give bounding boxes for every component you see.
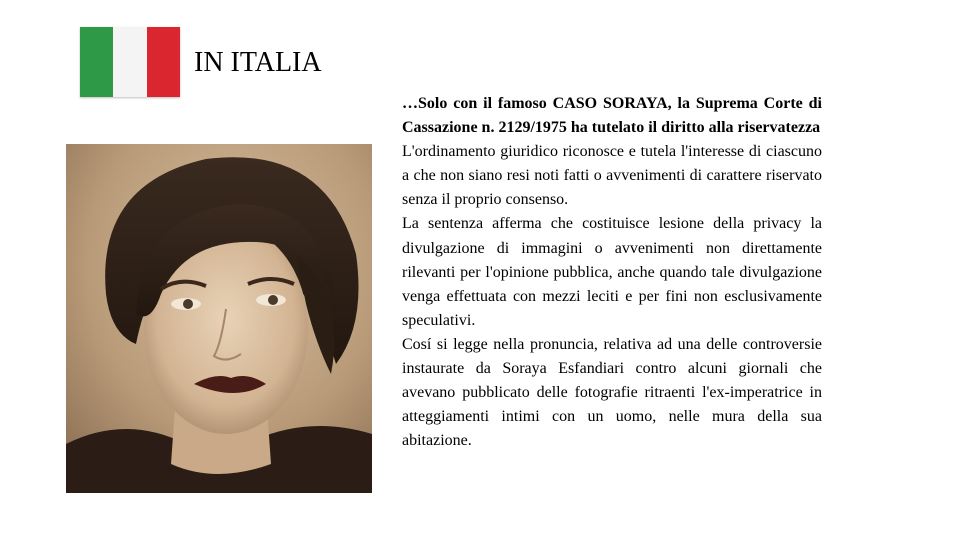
paragraph-1: L'ordinamento giuridico riconosce e tutela l'interesse di ciascuno a che non siano resi noti fatti o avvenimenti di carattere riservato senza il proprio consenso. xyxy=(402,143,822,209)
body-text xyxy=(402,92,822,453)
slide-title: IN ITALIA xyxy=(194,47,322,78)
flag-green-stripe xyxy=(80,27,113,97)
portrait-photo xyxy=(66,144,372,493)
flag-red-stripe xyxy=(147,27,180,97)
italian-flag-icon xyxy=(80,27,180,97)
lead-paragraph: …Solo con il famoso CASO SORAYA, la Suprema Corte di Cassazione n. 2129/1975 ha tutelato il diritto alla riservatezza xyxy=(402,95,822,137)
flag-white-stripe xyxy=(113,27,146,97)
paragraph-3: Cosí si legge nella pronuncia, relativa ad una delle controversie instaurate da Soraya Esfandiari contro alcuni giornali che avevano pubblicato delle fotografie ritraenti l'ex-imperatrice in atteggiamenti intimi con un uomo, nelle mura della sua abitazione. xyxy=(402,335,822,450)
paragraph-2: La sentenza afferma che costituisce lesione della privacy la divulgazione di immagini o avvenimenti non direttamente rilevanti per l'opinione pubblica, anche quando tale divulgazione venga effettuata con mezzi leciti e per fini non esclusivamente speculativi. xyxy=(402,215,822,329)
